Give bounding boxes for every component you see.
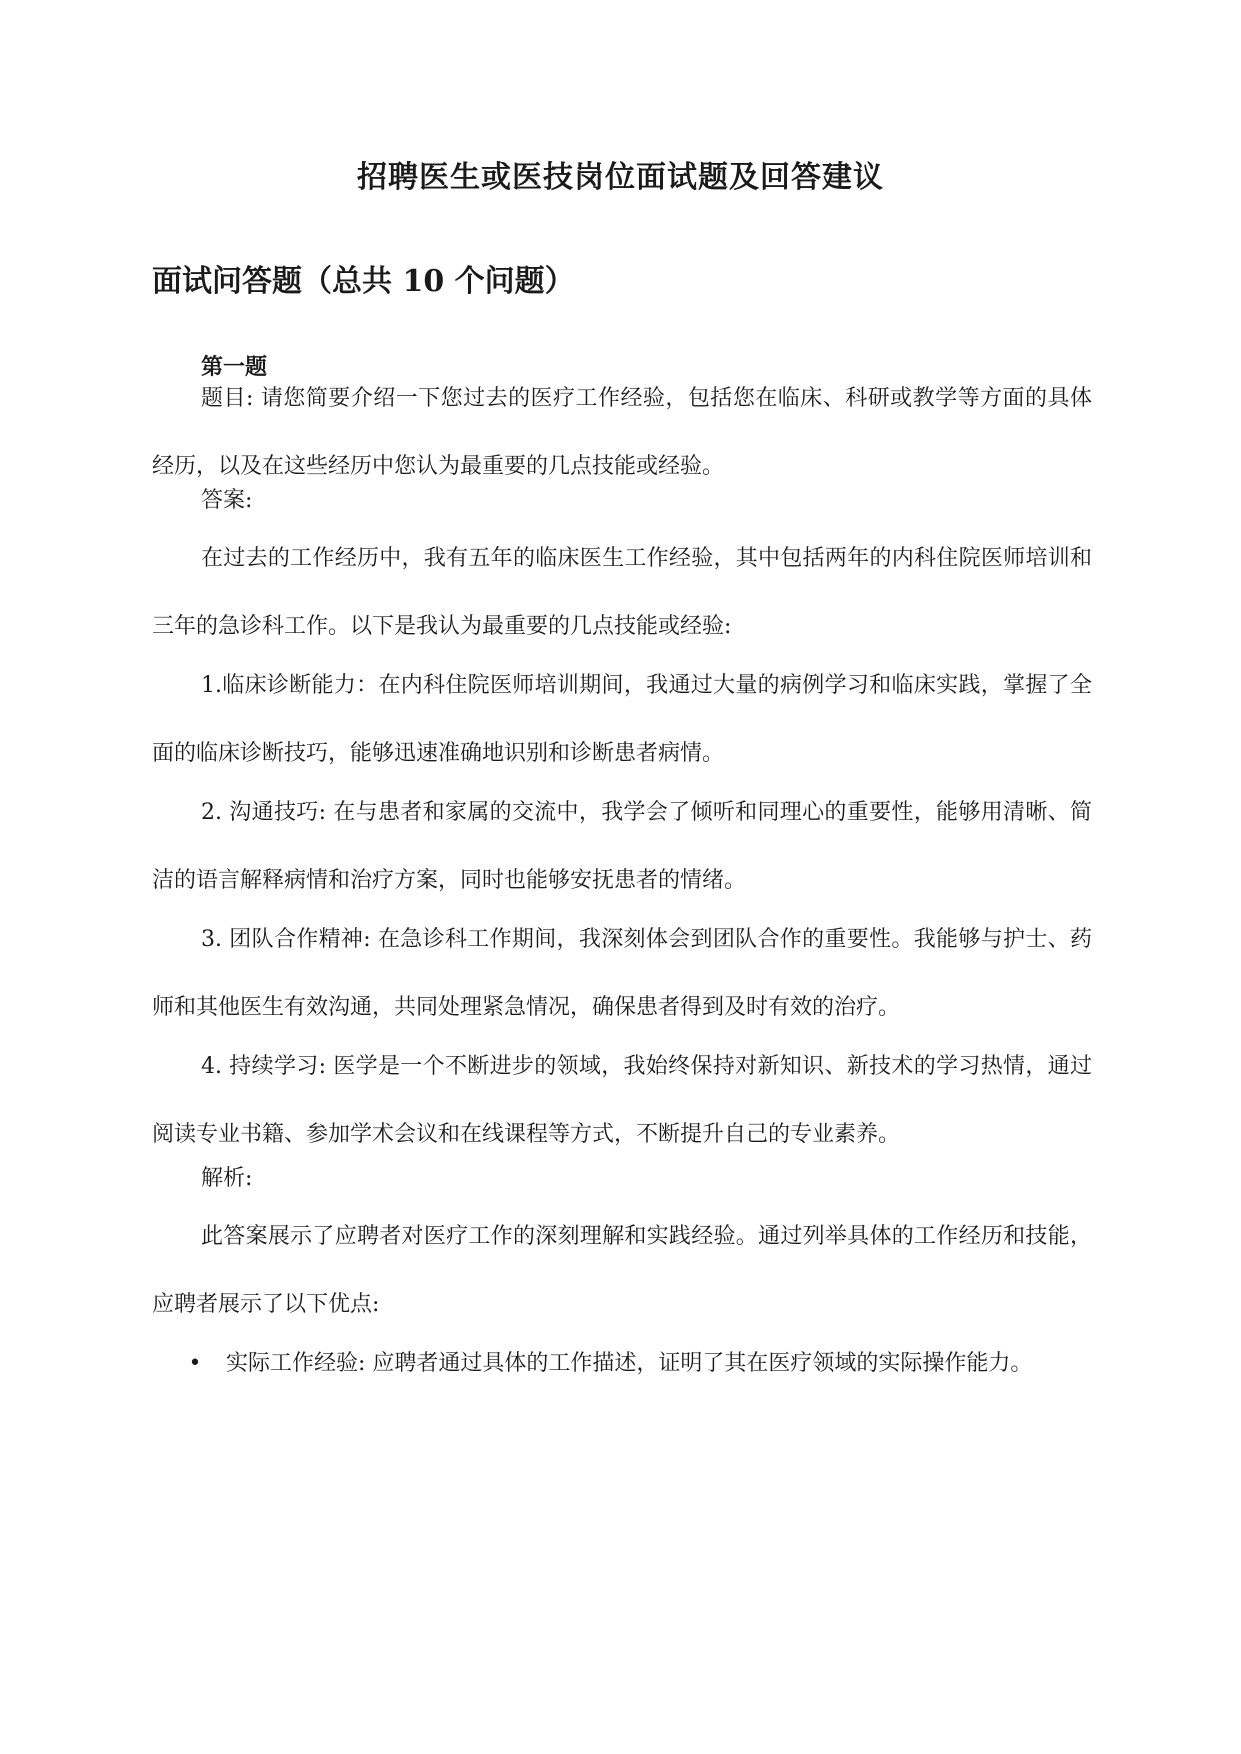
answer-label: 答案: bbox=[201, 488, 253, 513]
analysis-text: 此答案展示了应聘者对医疗工作的深刻理解和实践经验。通过列举具体的工作经历和技能，应聘者展示了以下优点: bbox=[152, 1224, 1092, 1317]
answer-point-2: 2. 沟通技巧: 在与患者和家属的交流中，我学会了倾听和同理心的重要性，能够用清晰、简洁的语言解释病情和治疗方案，同时也能够安抚患者的情绪。 bbox=[152, 800, 1092, 893]
question-text: 题目: 请您简要介绍一下您过去的医疗工作经验，包括您在临床、科研或教学等方面的具体经历，以及在这些经历中您认为最重要的几点技能或经验。 bbox=[152, 386, 1092, 479]
answer-point-4: 4. 持续学习: 医学是一个不断进步的领域，我始终保持对新知识、新技术的学习热情，通过阅读专业书籍、参加学术会议和在线课程等方式，不断提升自己的专业素养。 bbox=[152, 1054, 1092, 1147]
list-item bbox=[183, 1330, 1093, 1398]
answer-intro: 在过去的工作经历中，我有五年的临床医生工作经验，其中包括两年的内科住院医师培训和三年的急诊科工作。以下是我认为最重要的几点技能或经验: bbox=[152, 546, 1092, 639]
answer-point-3: 3. 团队合作精神: 在急诊科工作期间，我深刻体会到团队合作的重要性。我能够与护士、药师和其他医生有效沟通，共同处理紧急情况，确保患者得到及时有效的治疗。 bbox=[152, 927, 1092, 1020]
analysis-label: 解析: bbox=[201, 1166, 253, 1191]
bullet-dot-icon: • bbox=[188, 1351, 202, 1376]
list-item-text: 实际工作经验: 应聘者通过具体的工作描述，证明了其在医疗领域的实际操作能力。 bbox=[226, 1351, 1033, 1376]
question-heading: 第一题 bbox=[201, 354, 268, 380]
document-title: 招聘医生或医技岗位面试题及回答建议 bbox=[357, 160, 884, 195]
section-heading: 面试问答题（总共 10 个问题） bbox=[152, 264, 575, 299]
answer-point-1: 1.临床诊断能力：在内科住院医师培训期间，我通过大量的病例学习和临床实践，掌握了全面的临床诊断技巧，能够迅速准确地识别和诊断患者病情。 bbox=[152, 673, 1092, 766]
